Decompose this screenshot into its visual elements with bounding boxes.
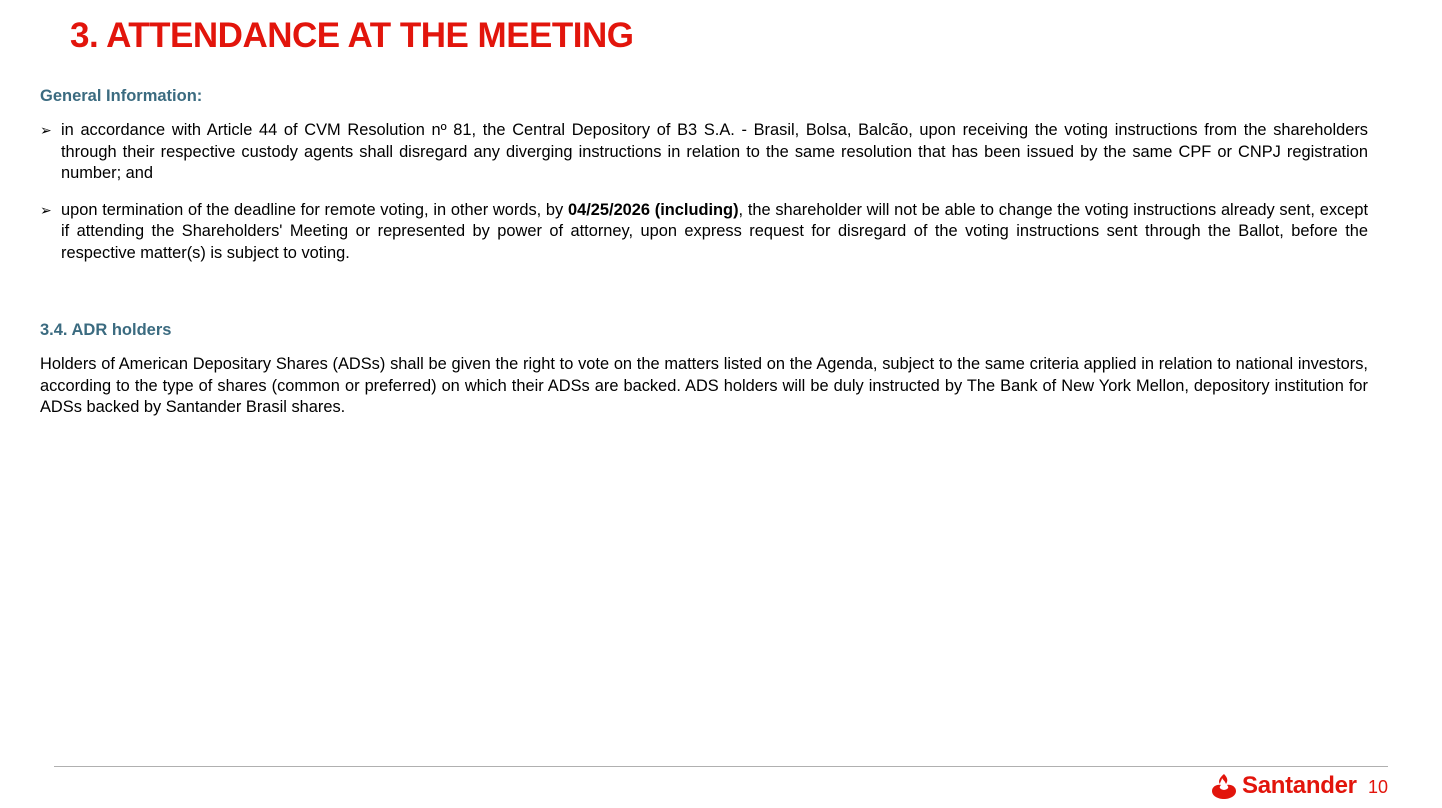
page-title: 3. ATTENDANCE AT THE MEETING <box>70 16 634 55</box>
general-info-bullets <box>40 120 1368 264</box>
bullet-text: in accordance with Article 44 of CVM Resolution nº 81, the Central Depository of B3 S.A. - Brasil, Bolsa, Balcão, upon receiving the voting instructions from the shareholders through their respective custody agents shall disregard any diverging instructions in relation to the same resolution that has been issued by the same CPF or CNPJ registration number; and <box>61 121 1368 182</box>
arrow-bullet-icon: ➢ <box>40 122 52 138</box>
page-number: 10 <box>1368 777 1389 797</box>
section-spacer <box>40 279 1368 318</box>
document-body <box>40 84 1368 419</box>
footer-divider <box>54 766 1388 767</box>
arrow-bullet-icon: ➢ <box>40 201 52 218</box>
adr-holders-paragraph: Holders of American Depositary Shares (ADSs) shall be given the right to vote on the matters listed on the Agenda, subject to the same criteria applied in relation to national investors, according to the type of shares (common or preferred) on which their ADSs are backed. ADS holders will be duly instructed by The Bank of New York Mellon, depository institution for ADSs backed by Santander Brasil shares. <box>40 355 1368 416</box>
brand-name: Santander <box>1242 772 1357 799</box>
list-item <box>40 200 1368 265</box>
bullet-text-after: , the shareholder will not be able to change the voting instructions already sent, except if attending the Shareholders' Meeting or represented by power of attorney, upon express request for disregard of the voting instructions sent through the Ballot, before the respective matter(s) is subject to voting. <box>61 200 1369 262</box>
list-item <box>40 120 1368 185</box>
adr-holders-heading: 3.4. ADR holders <box>40 321 172 339</box>
bullet-text-before: upon termination of the deadline for remote voting, in other words, by <box>61 200 568 219</box>
flame-icon <box>1210 772 1238 800</box>
santander-logo <box>1210 770 1357 802</box>
deadline-date: 04/25/2026 (including) <box>568 200 739 219</box>
general-info-heading: General Information: <box>40 87 203 105</box>
